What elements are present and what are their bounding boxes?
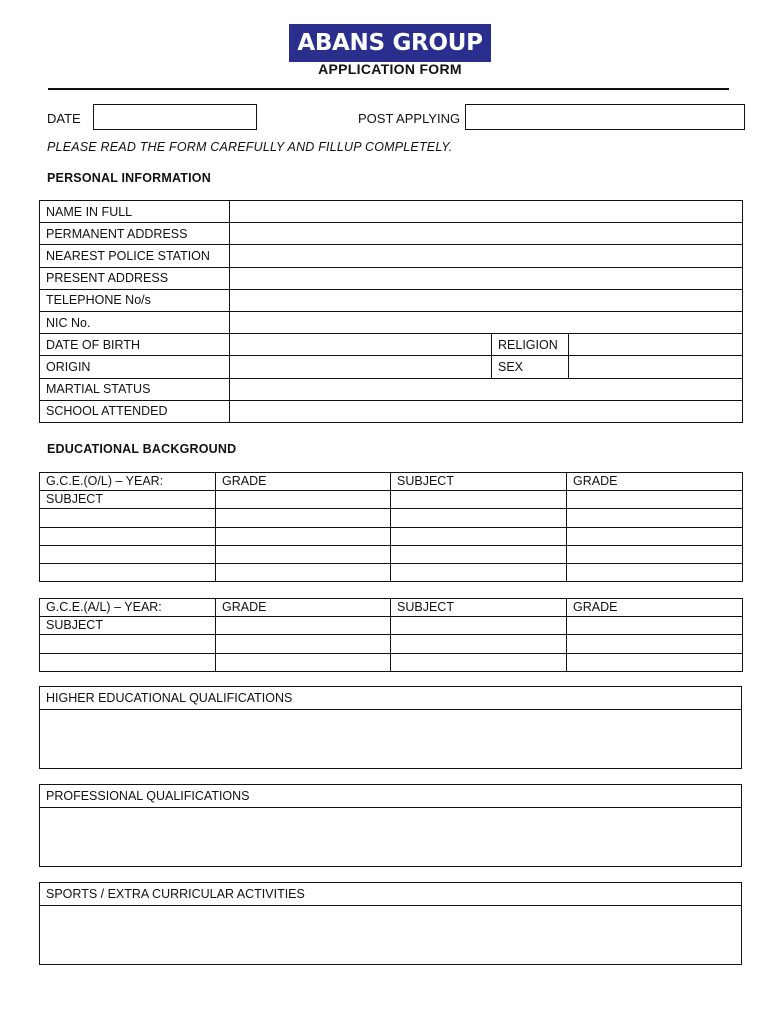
table-row: [40, 509, 743, 527]
sex-label: SEX: [492, 356, 569, 378]
al-results-table: [39, 598, 743, 672]
table-row: [40, 311, 743, 333]
origin-field[interactable]: [230, 356, 492, 378]
table-cell[interactable]: [216, 509, 391, 527]
table-row: [40, 545, 743, 563]
table-cell[interactable]: [391, 527, 567, 545]
present-address-field[interactable]: [230, 267, 743, 289]
ol-results-table: [39, 472, 743, 582]
row-label: PERMANENT ADDRESS: [40, 223, 230, 245]
form-title: APPLICATION FORM: [318, 61, 462, 77]
table-cell[interactable]: [391, 491, 567, 509]
table-row: [40, 400, 743, 422]
table-cell[interactable]: [391, 509, 567, 527]
table-cell[interactable]: [40, 509, 216, 527]
table-cell[interactable]: [567, 545, 743, 563]
table-row: [40, 334, 743, 356]
table-cell[interactable]: [216, 635, 391, 653]
post-applying-label: POST APPLYING: [358, 111, 461, 126]
marital-status-field[interactable]: [230, 378, 743, 400]
table-cell[interactable]: [391, 653, 567, 671]
subject-label: SUBJECT: [40, 617, 216, 635]
table-row: [40, 245, 743, 267]
religion-field[interactable]: [569, 334, 743, 356]
professional-qualifications-label: PROFESSIONAL QUALIFICATIONS: [40, 785, 742, 808]
table-cell[interactable]: [391, 635, 567, 653]
grade-header: GRADE: [567, 473, 743, 491]
higher-education-label: HIGHER EDUCATIONAL QUALIFICATIONS: [40, 687, 742, 710]
table-cell[interactable]: [391, 563, 567, 581]
table-cell[interactable]: [216, 653, 391, 671]
table-cell[interactable]: [391, 617, 567, 635]
table-row: [40, 635, 743, 653]
sports-activities-box: [39, 882, 742, 965]
table-cell[interactable]: [567, 527, 743, 545]
table-row: [40, 267, 743, 289]
row-label: MARTIAL STATUS: [40, 378, 230, 400]
table-cell[interactable]: [567, 509, 743, 527]
sports-activities-label: SPORTS / EXTRA CURRICULAR ACTIVITIES: [40, 883, 742, 906]
subject-header: SUBJECT: [391, 473, 567, 491]
table-row: [40, 289, 743, 311]
professional-qualifications-field[interactable]: [40, 808, 742, 867]
row-label: NAME IN FULL: [40, 201, 230, 223]
professional-qualifications-box: [39, 784, 742, 867]
table-header-row: [40, 599, 743, 617]
sex-field[interactable]: [569, 356, 743, 378]
table-cell[interactable]: [567, 563, 743, 581]
higher-education-field[interactable]: [40, 710, 742, 769]
table-cell[interactable]: [216, 617, 391, 635]
subject-header: SUBJECT: [391, 599, 567, 617]
section-title-personal: PERSONAL INFORMATION: [47, 171, 211, 185]
row-label: ORIGIN: [40, 356, 230, 378]
table-cell[interactable]: [40, 653, 216, 671]
al-year-header: G.C.E.(A/L) – YEAR:: [40, 599, 216, 617]
row-label: DATE OF BIRTH: [40, 334, 230, 356]
post-applying-field[interactable]: [465, 104, 745, 130]
table-cell[interactable]: [40, 527, 216, 545]
dob-field[interactable]: [230, 334, 492, 356]
row-label: TELEPHONE No/s: [40, 289, 230, 311]
police-station-field[interactable]: [230, 245, 743, 267]
table-cell[interactable]: [391, 545, 567, 563]
table-row: [40, 378, 743, 400]
ol-year-header: G.C.E.(O/L) – YEAR:: [40, 473, 216, 491]
header-divider: [48, 88, 729, 90]
table-row: [40, 617, 743, 635]
table-cell[interactable]: [40, 545, 216, 563]
religion-label: RELIGION: [492, 334, 569, 356]
date-field[interactable]: [93, 104, 257, 130]
table-header-row: [40, 473, 743, 491]
grade-header: GRADE: [567, 599, 743, 617]
personal-info-table: [39, 200, 743, 423]
table-cell[interactable]: [567, 635, 743, 653]
row-label: NIC No.: [40, 311, 230, 333]
row-label: SCHOOL ATTENDED: [40, 400, 230, 422]
row-label: NEAREST POLICE STATION: [40, 245, 230, 267]
grade-header: GRADE: [216, 599, 391, 617]
table-row: [40, 527, 743, 545]
company-logo: ABANS GROUP: [289, 24, 491, 62]
row-label: PRESENT ADDRESS: [40, 267, 230, 289]
table-cell[interactable]: [216, 545, 391, 563]
table-cell[interactable]: [216, 563, 391, 581]
table-cell[interactable]: [216, 527, 391, 545]
table-cell[interactable]: [567, 491, 743, 509]
subject-label: SUBJECT: [40, 491, 216, 509]
table-row: [40, 201, 743, 223]
nic-field[interactable]: [230, 311, 743, 333]
table-row: [40, 223, 743, 245]
table-cell[interactable]: [40, 635, 216, 653]
grade-header: GRADE: [216, 473, 391, 491]
date-label: DATE: [47, 111, 81, 126]
table-cell[interactable]: [216, 491, 391, 509]
table-cell[interactable]: [567, 653, 743, 671]
section-title-education: EDUCATIONAL BACKGROUND: [47, 442, 237, 456]
table-row: [40, 356, 743, 378]
telephone-field[interactable]: [230, 289, 743, 311]
table-cell[interactable]: [40, 563, 216, 581]
table-row: [40, 491, 743, 509]
name-field[interactable]: [230, 201, 743, 223]
table-cell[interactable]: [567, 617, 743, 635]
higher-education-box: [39, 686, 742, 769]
instruction-text: PLEASE READ THE FORM CAREFULLY AND FILLUP COMPLETELY.: [47, 140, 453, 154]
table-row: [40, 653, 743, 671]
sports-activities-field[interactable]: [40, 906, 742, 965]
school-field[interactable]: [230, 400, 743, 422]
permanent-address-field[interactable]: [230, 223, 743, 245]
table-row: [40, 563, 743, 581]
